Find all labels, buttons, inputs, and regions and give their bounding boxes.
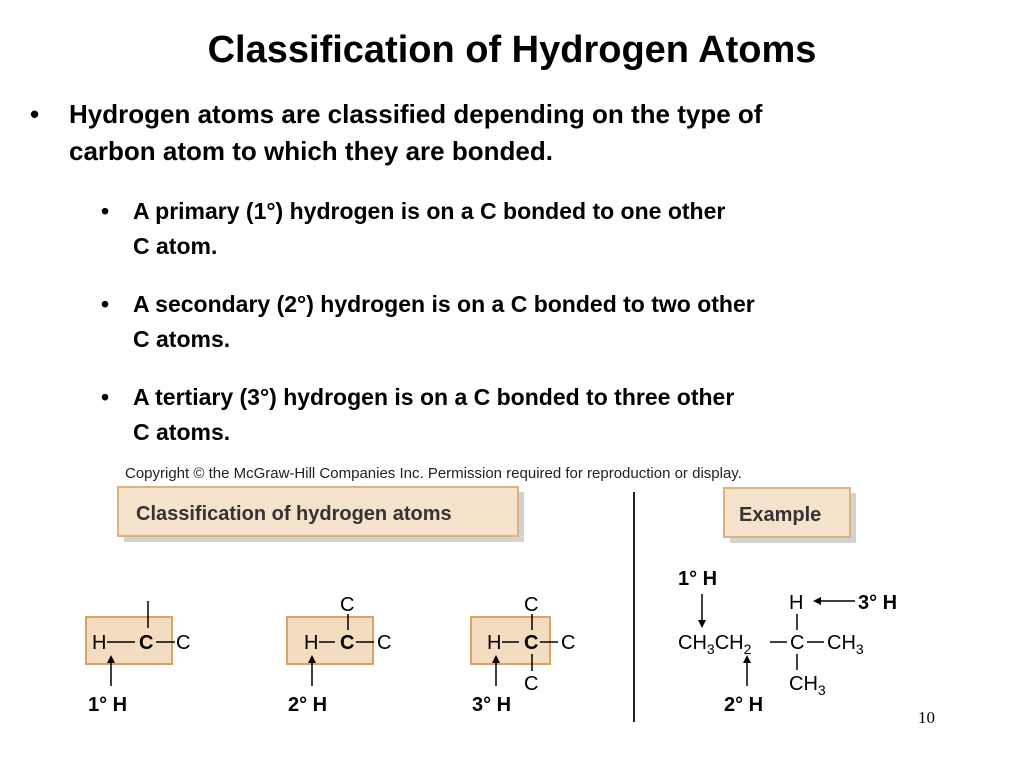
- example-chain: [678, 632, 752, 657]
- example-molecule: [678, 568, 897, 716]
- sub-bullet-line2: C atom.: [133, 233, 218, 259]
- atom-h: H: [92, 632, 107, 654]
- highlight-box: [287, 617, 373, 664]
- panel-header-example: [724, 488, 856, 543]
- tertiary-h: H: [789, 592, 804, 614]
- bullet-dot: •: [101, 384, 110, 410]
- bullet-dot: •: [101, 198, 110, 224]
- atom-c: C: [524, 632, 539, 654]
- label-primary: 1° H: [88, 694, 128, 716]
- example-label-secondary: 2° H: [724, 694, 764, 716]
- page-number: 10: [918, 708, 935, 727]
- central-carbon: C: [790, 632, 805, 654]
- sub-bullet-line1: A secondary (2°) hydrogen is on a C bonded to two other: [133, 291, 755, 317]
- atom-c: C: [176, 632, 191, 654]
- bottom-methyl: [789, 673, 826, 698]
- atom-c: C: [561, 632, 576, 654]
- example-label-tertiary: 3° H: [858, 592, 898, 614]
- main-bullet-line2: carbon atom to which they are bonded.: [69, 136, 553, 166]
- group-ch3: CH: [789, 673, 818, 695]
- atom-h: H: [487, 632, 502, 654]
- sub-bullet-line2: C atoms.: [133, 326, 231, 352]
- slide-title: Classification of Hydrogen Atoms: [207, 29, 817, 71]
- panel-header-classification: [118, 487, 524, 542]
- subscript: 3: [706, 641, 715, 657]
- structure-secondary: [287, 594, 391, 716]
- atom-h: H: [304, 632, 319, 654]
- group-ch2: CH: [714, 632, 744, 654]
- group-ch3: CH: [678, 632, 707, 654]
- subscript: 2: [743, 641, 752, 657]
- bullet-dot: •: [30, 99, 40, 129]
- structure-primary: [86, 601, 190, 716]
- sub-bullet-line2: C atoms.: [133, 419, 231, 445]
- main-bullet-line1: Hydrogen atoms are classified depending on the type of: [69, 99, 763, 129]
- label-tertiary: 3° H: [472, 694, 512, 716]
- atom-c: C: [524, 594, 539, 616]
- example-label-primary: 1° H: [678, 568, 718, 590]
- sub-bullet-line1: A primary (1°) hydrogen is on a C bonded to one other: [133, 198, 726, 224]
- panel-title-example: Example: [739, 504, 822, 526]
- atom-c: C: [139, 632, 154, 654]
- copyright-notice: Copyright © the McGraw-Hill Companies Inc. Permission required for reproduction or display.: [125, 465, 742, 482]
- atom-c: C: [340, 594, 355, 616]
- group-ch3: CH: [827, 632, 856, 654]
- label-secondary: 2° H: [288, 694, 328, 716]
- atom-c: C: [340, 632, 355, 654]
- bullet-dot: •: [101, 291, 110, 317]
- panel-title-classification: Classification of hydrogen atoms: [136, 503, 452, 525]
- atom-c: C: [377, 632, 392, 654]
- subscript: 3: [817, 682, 826, 698]
- right-methyl: [827, 632, 864, 657]
- structure-tertiary: [471, 594, 575, 716]
- subscript: 3: [855, 641, 864, 657]
- sub-bullet-line1: A tertiary (3°) hydrogen is on a C bonded to three other: [133, 384, 735, 410]
- atom-c: C: [524, 673, 539, 695]
